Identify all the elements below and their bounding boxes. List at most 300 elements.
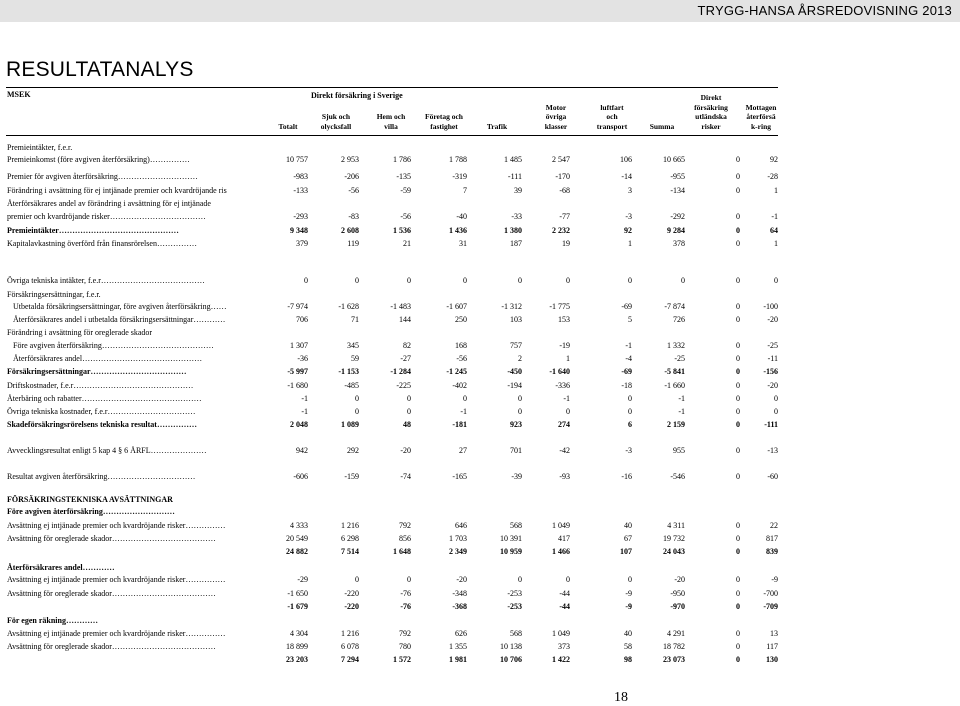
cell-value: -13 — [767, 446, 778, 455]
column-header-line: klasser — [544, 121, 568, 131]
cell-value: 10 665 — [663, 155, 685, 164]
cell-value: 417 — [558, 534, 570, 543]
cell-value: -83 — [348, 212, 359, 221]
cell-value: -319 — [452, 172, 467, 181]
cell-value: 130 — [766, 655, 778, 664]
row-label: Återförsäkrares andel……………………………………… — [13, 354, 203, 363]
cell-value: -33 — [511, 212, 522, 221]
cell-value: 9 284 — [667, 226, 685, 235]
table-row — [7, 199, 782, 211]
cell-value: 0 — [518, 407, 522, 416]
column-header-line: utländska — [695, 112, 727, 122]
table-row — [7, 226, 782, 238]
cell-value: 5 — [628, 315, 632, 324]
cell-value: 568 — [510, 521, 522, 530]
cell-value: 0 — [736, 575, 740, 584]
cell-value: 0 — [407, 276, 411, 285]
table-row — [7, 655, 782, 667]
cell-value: -1 — [563, 394, 570, 403]
column-header-line: Summa — [649, 121, 675, 131]
cell-value: 0 — [736, 367, 740, 376]
table-row — [7, 394, 782, 406]
cell-value: 0 — [736, 155, 740, 164]
cell-value: 2 547 — [552, 155, 570, 164]
table-row — [7, 616, 782, 628]
column-header-line: Mottagen — [745, 102, 777, 112]
cell-value: -1 — [678, 394, 685, 403]
row-label: Återförsäkrares andel i utbetalda försäkringsersättningar………… — [13, 315, 226, 324]
cell-value: 67 — [624, 534, 632, 543]
column-header-line: Sjuk och — [321, 112, 351, 122]
cell-value: -69 — [621, 302, 632, 311]
table-row — [7, 172, 782, 184]
cell-value: 1 — [774, 186, 778, 195]
cell-value: 168 — [455, 341, 467, 350]
cell-value: 0 — [736, 602, 740, 611]
cell-value: 6 — [628, 420, 632, 429]
cell-value: -1 660 — [664, 381, 685, 390]
table-row — [7, 407, 782, 419]
cell-value: -100 — [763, 302, 778, 311]
cell-value: -29 — [297, 575, 308, 584]
cell-value: 292 — [347, 446, 359, 455]
cell-value: 0 — [355, 575, 359, 584]
cell-value: 792 — [399, 629, 411, 638]
cell-value: 923 — [510, 420, 522, 429]
cell-value: 1 981 — [449, 655, 467, 664]
cell-value: -25 — [767, 341, 778, 350]
row-label: Avvecklingsresultat enligt 5 kap 4 § 6 ÅRFL………………… — [7, 446, 207, 455]
table-row — [7, 563, 782, 575]
cell-value: 0 — [774, 407, 778, 416]
cell-value: 0 — [407, 394, 411, 403]
row-label: Försäkringsersättningar……………………………… — [7, 367, 187, 376]
cell-value: 0 — [628, 276, 632, 285]
cell-value: 153 — [558, 315, 570, 324]
cell-value: 0 — [736, 589, 740, 598]
cell-value: -165 — [452, 472, 467, 481]
cell-value: -368 — [452, 602, 467, 611]
table-row — [7, 354, 782, 366]
column-header-line: Totalt — [278, 121, 298, 131]
cell-value: 706 — [296, 315, 308, 324]
report-title: TRYGG-HANSA ÅRSREDOVISNING 2013 — [697, 3, 952, 18]
cell-value: -69 — [621, 367, 632, 376]
column-header-line: villa — [384, 121, 398, 131]
cell-value: -16 — [621, 472, 632, 481]
cell-value: -955 — [670, 172, 685, 181]
cell-value: -7 974 — [287, 302, 308, 311]
row-label: Avsättning för oreglerade skador………………………………… — [7, 642, 216, 651]
cell-value: 2 349 — [449, 547, 467, 556]
cell-value: 27 — [459, 446, 467, 455]
cell-value: -60 — [767, 472, 778, 481]
cell-value: -1 607 — [446, 302, 467, 311]
cell-value: 0 — [736, 472, 740, 481]
table-row — [7, 290, 782, 302]
cell-value: 1 788 — [449, 155, 467, 164]
cell-value: 856 — [399, 534, 411, 543]
row-label: Resultat avgiven återförsäkring…………………………… — [7, 472, 196, 481]
cell-value: 22 — [770, 521, 778, 530]
cell-value: -253 — [507, 602, 522, 611]
table-row — [7, 186, 782, 198]
cell-value: 0 — [628, 575, 632, 584]
cell-value: -293 — [293, 212, 308, 221]
table-row — [7, 602, 782, 614]
cell-value: 1 703 — [449, 534, 467, 543]
table-row — [7, 547, 782, 559]
cell-value: 0 — [463, 394, 467, 403]
cell-value: 21 — [403, 239, 411, 248]
row-label: Avsättning för oreglerade skador………………………………… — [7, 589, 216, 598]
cell-value: 1 — [566, 354, 570, 363]
cell-value: 0 — [628, 407, 632, 416]
table-row — [7, 495, 782, 507]
cell-value: 1 786 — [393, 155, 411, 164]
cell-value: 1 — [628, 239, 632, 248]
cell-value: 40 — [624, 629, 632, 638]
cell-value: 58 — [624, 642, 632, 651]
column-header-line: återförsä — [746, 112, 776, 122]
row-label: Före avgiven återförsäkring……………………… — [7, 507, 175, 516]
table-row — [7, 642, 782, 654]
cell-value: -27 — [400, 354, 411, 363]
cell-value: 119 — [347, 239, 359, 248]
cell-value: 0 — [736, 655, 740, 664]
cell-value: -159 — [344, 472, 359, 481]
cell-value: -1 312 — [501, 302, 522, 311]
column-header-line: fastighet — [430, 121, 458, 131]
row-label: Premieintäkter……………………………………… — [7, 226, 179, 235]
cell-value: -40 — [456, 212, 467, 221]
cell-value: -44 — [559, 589, 570, 598]
cell-value: 24 882 — [286, 547, 308, 556]
cell-value: -9 — [771, 575, 778, 584]
column-header-line: luftfart — [600, 102, 624, 112]
cell-value: 40 — [624, 521, 632, 530]
cell-value: 0 — [736, 239, 740, 248]
cell-value: 1 466 — [552, 547, 570, 556]
cell-value: 0 — [566, 276, 570, 285]
cell-value: -1 650 — [287, 589, 308, 598]
cell-value: 10 959 — [500, 547, 522, 556]
cell-value: -39 — [511, 472, 522, 481]
cell-value: -1 628 — [338, 302, 359, 311]
cell-value: -1 — [301, 407, 308, 416]
cell-value: 1 572 — [393, 655, 411, 664]
cell-value: 1 049 — [552, 629, 570, 638]
row-label: Premier för avgiven återförsäkring………………………… — [7, 172, 198, 181]
column-header-line: Trafik — [486, 121, 508, 131]
cell-value: 0 — [407, 407, 411, 416]
cell-value: 0 — [736, 315, 740, 324]
cell-value: -7 874 — [664, 302, 685, 311]
cell-value: -18 — [621, 381, 632, 390]
row-label: FÖRSÄKRINGSTEKNISKA AVSÄTTNINGAR — [7, 495, 173, 504]
cell-value: -253 — [507, 589, 522, 598]
cell-value: 106 — [620, 155, 632, 164]
unit-label: MSEK — [7, 90, 31, 99]
cell-value: 1 332 — [667, 341, 685, 350]
cell-value: -220 — [344, 589, 359, 598]
table-row — [7, 328, 782, 340]
cell-value: -11 — [767, 354, 778, 363]
cell-value: 2 608 — [341, 226, 359, 235]
cell-value: 7 — [463, 186, 467, 195]
cell-value: 0 — [736, 547, 740, 556]
cell-value: 0 — [774, 276, 778, 285]
row-label: Förändring i avsättning för oreglerade skador — [7, 328, 153, 337]
cell-value: 2 953 — [341, 155, 359, 164]
cell-value: -181 — [452, 420, 467, 429]
table-row — [7, 507, 782, 519]
cell-value: 0 — [518, 276, 522, 285]
cell-value: 0 — [463, 276, 467, 285]
cell-value: 4 311 — [667, 521, 685, 530]
cell-value: -20 — [400, 446, 411, 455]
cell-value: 1 436 — [449, 226, 467, 235]
cell-value: -20 — [674, 575, 685, 584]
cell-value: 19 — [562, 239, 570, 248]
cell-value: -709 — [763, 602, 778, 611]
cell-value: 378 — [673, 239, 685, 248]
cell-value: 4 333 — [290, 521, 308, 530]
cell-value: -156 — [763, 367, 778, 376]
row-label: Återförsäkrares andel………… — [7, 563, 115, 572]
cell-value: -348 — [452, 589, 467, 598]
cell-value: 0 — [736, 394, 740, 403]
table-row — [7, 276, 782, 288]
cell-value: -170 — [555, 172, 570, 181]
cell-value: 1 307 — [290, 341, 308, 350]
cell-value: 757 — [510, 341, 522, 350]
cell-value: -74 — [400, 472, 411, 481]
cell-value: 20 549 — [286, 534, 308, 543]
cell-value: 0 — [518, 394, 522, 403]
cell-value: -1 679 — [287, 602, 308, 611]
cell-value: 6 298 — [341, 534, 359, 543]
cell-value: -336 — [555, 381, 570, 390]
table-row — [7, 534, 782, 546]
cell-value: 0 — [407, 575, 411, 584]
report-header-bar — [0, 0, 960, 22]
cell-value: 1 485 — [504, 155, 522, 164]
cell-value: 626 — [455, 629, 467, 638]
cell-value: 24 043 — [663, 547, 685, 556]
cell-value: 48 — [403, 420, 411, 429]
column-header-line: och — [606, 112, 618, 122]
table-row — [7, 212, 782, 224]
cell-value: 23 203 — [286, 655, 308, 664]
cell-value: -1 284 — [390, 367, 411, 376]
cell-value: 0 — [736, 341, 740, 350]
page-number: 18 — [614, 690, 628, 705]
cell-value: 1 422 — [552, 655, 570, 664]
row-label: Avsättning ej intjänade premier och kvardröjande risker…………… — [7, 629, 226, 638]
column-header-line: olycksfall — [320, 121, 352, 131]
column-header-line: Företag och — [425, 112, 463, 122]
cell-value: 1 — [774, 239, 778, 248]
cell-value: 0 — [736, 381, 740, 390]
cell-value: 1 216 — [341, 521, 359, 530]
row-label: Premieinkomst (före avgiven återförsäkring)…………… — [7, 155, 190, 164]
cell-value: 31 — [459, 239, 467, 248]
cell-value: 144 — [399, 315, 411, 324]
cell-value: 13 — [770, 629, 778, 638]
cell-value: 0 — [355, 394, 359, 403]
row-label: Förändring i avsättning för ej intjänade premier och kvardröjande ris — [7, 186, 227, 195]
cell-value: 839 — [766, 547, 778, 556]
cell-value: 7 294 — [341, 655, 359, 664]
cell-value: -5 997 — [287, 367, 308, 376]
column-header-line: Direkt — [700, 93, 722, 103]
cell-value: 2 232 — [552, 226, 570, 235]
cell-value: 0 — [518, 575, 522, 584]
cell-value: -42 — [559, 446, 570, 455]
cell-value: -983 — [293, 172, 308, 181]
cell-value: 1 536 — [393, 226, 411, 235]
cell-value: -485 — [344, 381, 359, 390]
row-label: Skadeförsäkringsrörelsens tekniska resultat…………… — [7, 420, 197, 429]
table-row — [7, 341, 782, 353]
table-row — [7, 381, 782, 393]
cell-value: 568 — [510, 629, 522, 638]
cell-value: 1 648 — [393, 547, 411, 556]
column-header-line: risker — [701, 121, 721, 131]
row-label: Återbäring och rabatter……………………………………… — [7, 394, 202, 403]
cell-value: -1 153 — [338, 367, 359, 376]
column-header-line: k-ring — [750, 121, 771, 131]
cell-value: -1 483 — [390, 302, 411, 311]
cell-value: 7 514 — [341, 547, 359, 556]
cell-value: -606 — [293, 472, 308, 481]
table-row — [7, 629, 782, 641]
row-label: Återförsäkrares andel av förändring i avsättning för ej intjänade — [7, 199, 211, 208]
cell-value: 103 — [510, 315, 522, 324]
cell-value: 0 — [736, 446, 740, 455]
cell-value: -76 — [400, 589, 411, 598]
column-header — [361, 112, 421, 131]
cell-value: -450 — [507, 367, 522, 376]
cell-value: 82 — [403, 341, 411, 350]
cell-value: 1 049 — [552, 521, 570, 530]
cell-value: -402 — [452, 381, 467, 390]
cell-value: -20 — [767, 315, 778, 324]
column-header — [306, 112, 366, 131]
cell-value: -68 — [559, 186, 570, 195]
cell-value: 2 159 — [667, 420, 685, 429]
cell-value: -19 — [559, 341, 570, 350]
cell-value: -44 — [559, 602, 570, 611]
cell-value: -25 — [674, 354, 685, 363]
cell-value: 780 — [399, 642, 411, 651]
cell-value: -1 — [771, 212, 778, 221]
cell-value: -1 640 — [549, 367, 570, 376]
row-label: Avsättning ej intjänade premier och kvardröjande risker…………… — [7, 575, 226, 584]
cell-value: -111 — [507, 172, 522, 181]
table-row — [7, 155, 782, 167]
column-header-line: transport — [596, 121, 628, 131]
table-row — [7, 521, 782, 533]
column-header-line: övriga — [545, 112, 567, 122]
table-top-rule — [6, 87, 778, 88]
cell-value: 39 — [514, 186, 522, 195]
cell-value: 1 216 — [341, 629, 359, 638]
cell-value: 0 — [628, 394, 632, 403]
cell-value: -59 — [400, 186, 411, 195]
cell-value: -546 — [670, 472, 685, 481]
cell-value: 3 — [628, 186, 632, 195]
table-row — [7, 472, 782, 484]
column-header-line: försäkring — [694, 102, 728, 112]
cell-value: 701 — [510, 446, 522, 455]
cell-value: 23 073 — [663, 655, 685, 664]
cell-value: 0 — [736, 354, 740, 363]
page-title: RESULTATANALYS — [6, 58, 194, 81]
row-label: Övriga tekniska kostnader, f.e.r…………………………… — [7, 407, 196, 416]
cell-value: 0 — [736, 276, 740, 285]
cell-value: -76 — [400, 602, 411, 611]
cell-value: 0 — [774, 394, 778, 403]
cell-value: 1 380 — [504, 226, 522, 235]
cell-value: -700 — [763, 589, 778, 598]
cell-value: -4 — [625, 354, 632, 363]
cell-value: -5 841 — [664, 367, 685, 376]
row-label: Utbetalda försäkringsersättningar, före avgiven återförsäkring…… — [13, 302, 227, 311]
cell-value: -1 — [625, 341, 632, 350]
cell-value: -9 — [625, 589, 632, 598]
cell-value: 6 078 — [341, 642, 359, 651]
cell-value: -56 — [456, 354, 467, 363]
cell-value: 0 — [736, 534, 740, 543]
cell-value: 117 — [766, 642, 778, 651]
cell-value: 19 732 — [663, 534, 685, 543]
cell-value: 250 — [455, 315, 467, 324]
column-header-line: Hem och — [376, 112, 406, 122]
cell-value: 64 — [770, 226, 778, 235]
cell-value: -135 — [396, 172, 411, 181]
cell-value: 0 — [736, 629, 740, 638]
cell-value: 0 — [566, 575, 570, 584]
table-header-rule — [6, 135, 778, 136]
cell-value: 2 — [518, 354, 522, 363]
cell-value: 18 899 — [286, 642, 308, 651]
cell-value: 107 — [620, 547, 632, 556]
cell-value: 0 — [736, 302, 740, 311]
cell-value: 4 304 — [290, 629, 308, 638]
cell-value: 0 — [736, 521, 740, 530]
cell-value: -292 — [670, 212, 685, 221]
row-label: Kapitalavkastning överförd från finansrörelsen…………… — [7, 239, 197, 248]
table-row — [7, 239, 782, 251]
cell-value: -93 — [559, 472, 570, 481]
cell-value: -20 — [456, 575, 467, 584]
cell-value: -220 — [344, 602, 359, 611]
cell-value: 0 — [736, 226, 740, 235]
column-header — [526, 103, 586, 131]
cell-value: 10 391 — [500, 534, 522, 543]
cell-value: 726 — [673, 315, 685, 324]
cell-value: 92 — [770, 155, 778, 164]
cell-value: 345 — [347, 341, 359, 350]
table-row — [7, 420, 782, 432]
row-label: För egen räkning………… — [7, 616, 98, 625]
cell-value: 0 — [355, 407, 359, 416]
cell-value: 817 — [766, 534, 778, 543]
cell-value: 98 — [624, 655, 632, 664]
cell-value: 0 — [681, 276, 685, 285]
